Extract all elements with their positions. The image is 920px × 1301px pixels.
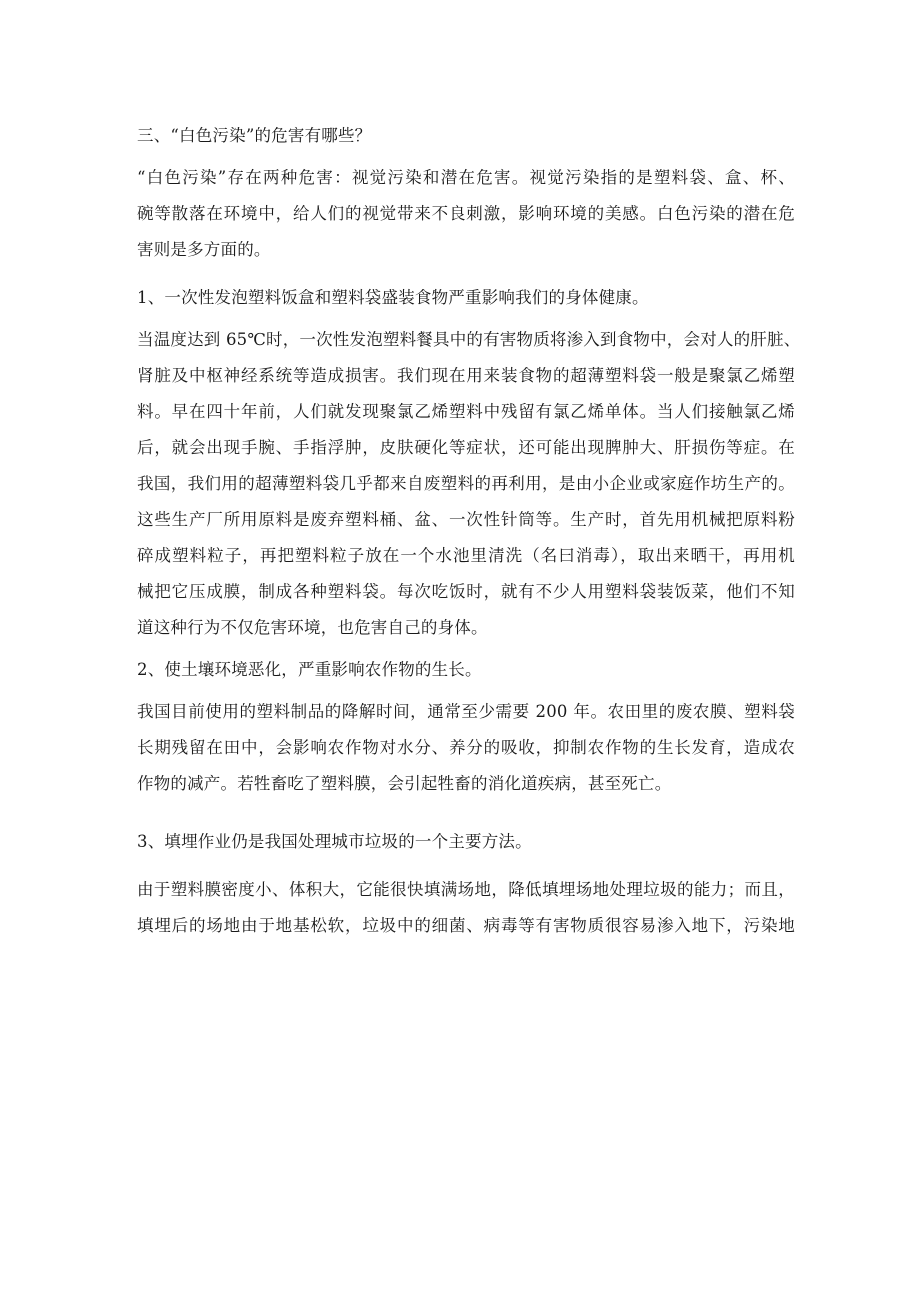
item2-line: 长期残留在田中，会影响农作物对水分、养分的吸收，抑制农作物的生长发育，造成农 — [137, 738, 795, 757]
item2-title: 2、使土壤环境恶化，严重影响农作物的生长。 — [137, 660, 482, 679]
section-heading: 三、“白色污染”的危害有哪些？ — [137, 126, 372, 145]
item3-line: 填埋后的场地由于地基松软，垃圾中的细菌、病毒等有害物质很容易渗入地下，污染地 — [137, 916, 795, 935]
item1-line: 当温度达到 65℃时，一次性发泡塑料餐具中的有害物质将渗入到食物中，会对人的肝脏、 — [137, 330, 801, 349]
intro-paragraph — [137, 160, 795, 268]
item1-line: 料。早在四十年前，人们就发现聚氯乙烯塑料中残留有氯乙烯单体。当人们接触氯乙烯 — [137, 402, 795, 421]
item3-line: 由于塑料膜密度小、体积大，它能很快填满场地，降低填埋场地处理垃圾的能力；而且， — [137, 880, 795, 899]
document-page — [137, 118, 801, 944]
item1-line: 碎成塑料粒子，再把塑料粒子放在一个水池里清洗（名曰消毒），取出来晒干，再用机 — [137, 546, 795, 565]
item2-line: 我国目前使用的塑料制品的降解时间，通常至少需要 200 年。农田里的废农膜、塑料袋 — [137, 702, 795, 721]
item1-line: 我国，我们用的超薄塑料袋几乎都来自废塑料的再利用，是由小企业或家庭作坊生产的。 — [137, 474, 795, 493]
item1-paragraph — [137, 322, 801, 646]
item1-line: 肾脏及中枢神经系统等造成损害。我们现在用来装食物的超薄塑料袋一般是聚氯乙烯塑 — [137, 366, 795, 385]
intro-line: “白色污染”存在两种危害：视觉污染和潜在危害。视觉污染指的是塑料袋、盒、杯、 — [137, 168, 795, 187]
item1-line: 后，就会出现手腕、手指浮肿，皮肤硬化等症状，还可能出现脾肿大、肝损伤等症。在 — [137, 438, 795, 457]
item3-paragraph — [137, 872, 795, 944]
intro-line: 害则是多方面的。 — [137, 240, 271, 259]
item1-line: 械把它压成膜，制成各种塑料袋。每次吃饭时，就有不少人用塑料袋装饭菜，他们不知 — [137, 582, 795, 601]
intro-line: 碗等散落在环境中，给人们的视觉带来不良刺激，影响环境的美感。白色污染的潜在危 — [137, 204, 795, 223]
item1-line: 这些生产厂所用原料是废弃塑料桶、盆、一次性针筒等。生产时，首先用机械把原料粉 — [137, 510, 795, 529]
item3-title: 3、填埋作业仍是我国处理城市垃圾的一个主要方法。 — [137, 832, 532, 851]
item1-line: 道这种行为不仅危害环境，也危害自己的身体。 — [137, 618, 488, 637]
item2-paragraph — [137, 694, 795, 802]
item1-title: 1、一次性发泡塑料饭盒和塑料袋盛装食物严重影响我们的身体健康。 — [137, 288, 649, 307]
item2-line: 作物的减产。若牲畜吃了塑料膜，会引起牲畜的消化道疾病，甚至死亡。 — [137, 774, 672, 793]
